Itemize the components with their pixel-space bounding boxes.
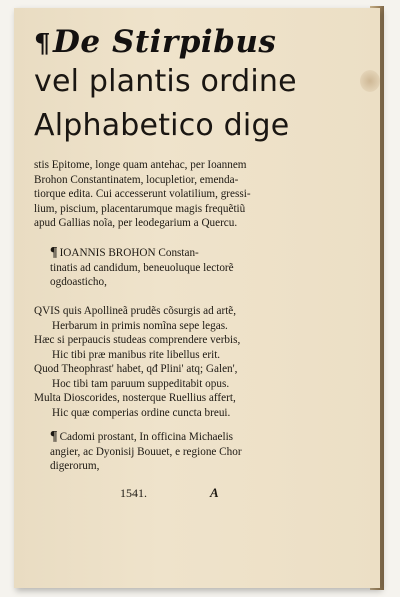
title-line-2: vel plantis ordine	[34, 64, 297, 99]
intro-line: tinatis ad candidum, beneuoluque lectorẽ	[50, 261, 234, 274]
title-continuation	[34, 158, 370, 231]
intro-line: ogdoasticho,	[50, 276, 107, 288]
body-line: apud Gallias noĩa, per leodegarium a Quercu.	[34, 217, 238, 229]
imprint	[34, 430, 370, 474]
title-line-3: Alphabetico dige	[34, 108, 290, 143]
dedication	[34, 246, 370, 290]
verse-line: Hic quæ comperias ordine cuncta breui.	[52, 406, 231, 419]
publication-year: 1541.	[120, 486, 147, 500]
body-line: stis Epitome, longe quam antehac, per Ioannem	[34, 159, 247, 171]
pilcrow-mark: ¶	[50, 430, 58, 444]
verse-line: Multa Dioscorides, nosterque Ruellius affert,	[34, 392, 236, 404]
pilcrow-mark: ¶	[34, 29, 52, 59]
body-line: tiorque edita. Cui accesserunt volatilium, gressi-	[34, 188, 251, 200]
signature-mark: A	[210, 485, 219, 500]
intro-line: ¶ IOANNIS BROHON Constan-	[50, 246, 199, 260]
body-line: lium, piscium, placentarumque magis frequẽtiũ	[34, 202, 246, 215]
pilcrow-mark: ¶	[50, 246, 58, 260]
verse-line: Hoc tibi tam paruum suppeditabit opus.	[52, 377, 230, 390]
verse-line: Hic tibi præ manibus rite libellus erit.	[52, 348, 221, 361]
body-line: Brohon Constantinatem, locupletior, emenda-	[34, 173, 239, 186]
imprint-line: digerorum,	[50, 460, 100, 472]
imprint-line: ¶ Cadomi prostant, In officina Michaelis	[50, 430, 234, 444]
imprint-line: angier, ac Dyonisij Bouuet, e regione Chor	[50, 445, 242, 458]
verse-line: QVIS quis Apollineã prudẽs cõsurgis ad artẽ,	[34, 305, 237, 317]
title-line-1: ¶De Stirpibus	[34, 24, 277, 60]
verse-line: Herbarum in primis nomĩna sepe legas.	[52, 319, 228, 332]
verse-block	[34, 304, 370, 420]
verse-line: Hæc si perpaucis studeas comprendere verbis,	[34, 334, 241, 346]
verse-line: Quod Theophrast' habet, qđ Plini' atq; Galen',	[34, 363, 238, 375]
